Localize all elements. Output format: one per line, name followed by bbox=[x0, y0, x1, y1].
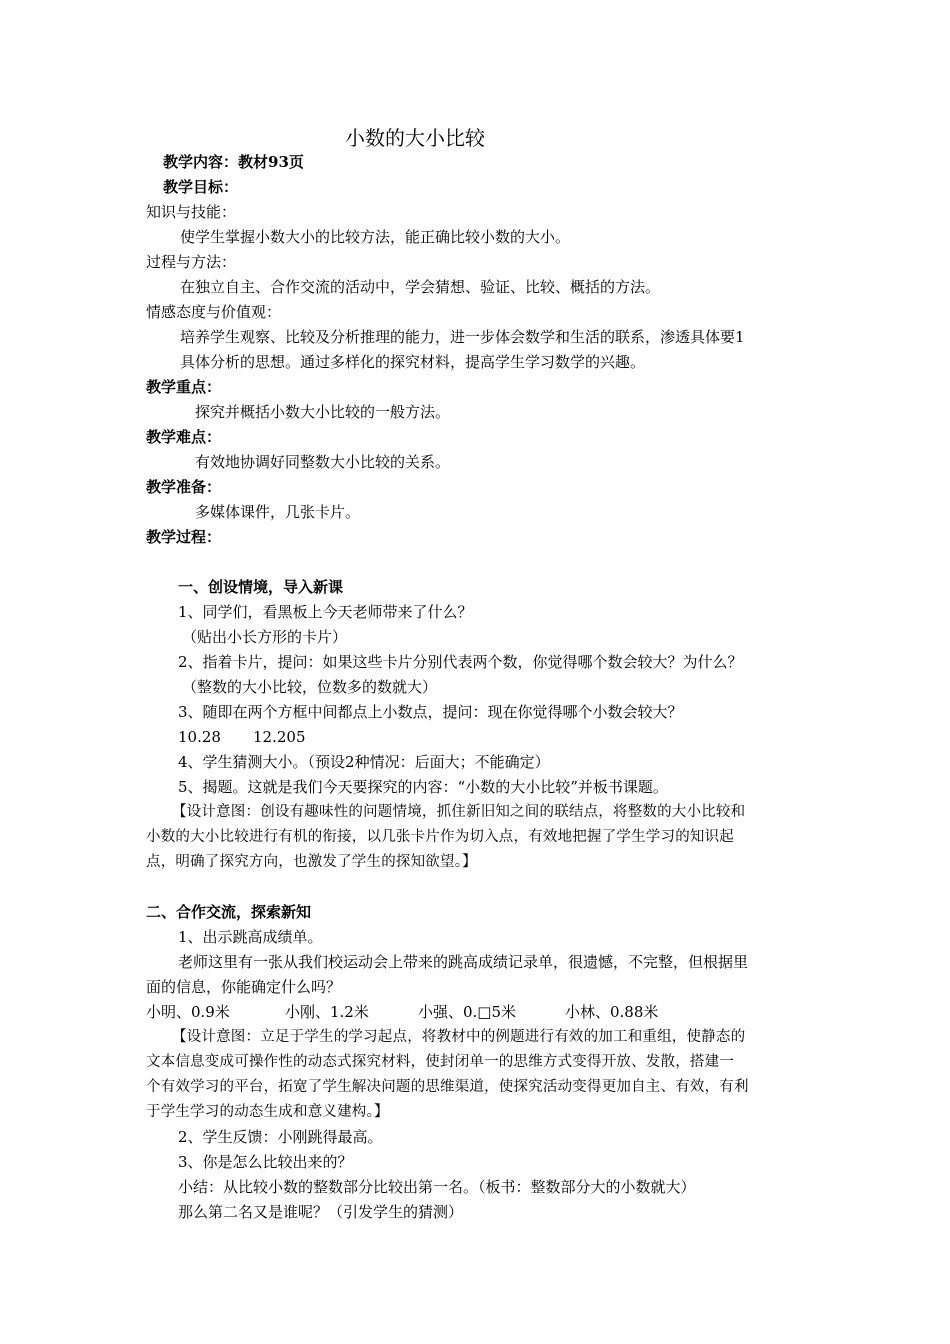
key-text: 探究并概括小数大小比较的一般方法。 bbox=[195, 403, 451, 421]
s2-line-4: 2、学生反馈：小刚跳得最高。 bbox=[178, 1128, 383, 1146]
emotion-text-2: 具体分析的思想。通过多样化的探究材料，提高学生学习数学的兴趣。 bbox=[180, 353, 646, 371]
s2-line-2: 老师这里有一张从我们校运动会上带来的跳高成绩记录单，很遗憾，不完整，但根据里 bbox=[178, 953, 749, 971]
content-line: 教学内容：教材93页 bbox=[163, 153, 304, 171]
s1-design-intent-3: 点，明确了探究方向，也激发了学生的探知欲望。】 bbox=[146, 854, 477, 870]
knowledge-label: 知识与技能： bbox=[146, 203, 237, 221]
s1-line-1: 1、同学们，看黑板上今天老师带来了什么？ bbox=[178, 603, 473, 621]
s2-design-intent-4: 于学生学习的动态生成和意义建构。】 bbox=[146, 1104, 389, 1120]
s1-line-2: （贴出小长方形的卡片） bbox=[182, 628, 348, 646]
s1-number-2: 12.205 bbox=[253, 728, 306, 746]
prep-text: 多媒体课件，几张卡片。 bbox=[195, 503, 361, 521]
prep-label: 教学准备： bbox=[146, 478, 222, 496]
s1-line-5: 3、随即在两个方框中间都点上小数点，提问：现在你觉得哪个小数会较大？ bbox=[178, 703, 683, 721]
s2-record-1: 小明、0.9米 bbox=[146, 1003, 230, 1021]
key-label: 教学重点： bbox=[146, 378, 222, 396]
s1-line-8: 5、揭题。这就是我们今天要探究的内容：“小数的大小比较”并板书课题。 bbox=[178, 778, 668, 796]
s1-line-7: 4、学生猜测大小。（预设2种情况：后面大；不能确定） bbox=[178, 753, 550, 771]
s2-design-intent-2: 文本信息变成可操作性的动态式探究材料，使封闭单一的思维方式变得开放、发散，搭建一 bbox=[146, 1054, 734, 1070]
page-title: 小数的大小比较 bbox=[345, 126, 485, 150]
emotion-text-1: 培养学生观察、比较及分析推理的能力，进一步体会数学和生活的联系，渗透具体要1 bbox=[180, 328, 745, 346]
s2-design-intent-1: 【设计意图：立足于学生的学习起点，将教材中的例题进行有效的加工和重组，使静态的 bbox=[172, 1029, 746, 1045]
s2-record-4: 小林、0.88米 bbox=[565, 1003, 659, 1021]
s1-design-intent-1: 【设计意图：创设有趣味性的问题情境，抓住新旧知之间的联结点，将整数的大小比较和 bbox=[172, 804, 746, 820]
s2-design-intent-3: 个有效学习的平台，拓宽了学生解决问题的思维渠道，使探究活动变得更加自主、有效，有利 bbox=[146, 1079, 749, 1095]
objectives-label: 教学目标： bbox=[163, 178, 239, 196]
emotion-label: 情感态度与价值观： bbox=[146, 303, 282, 321]
s1-design-intent-2: 小数的大小比较进行有机的衔接，以几张卡片作为切入点，有效地把握了学生学习的知识起 bbox=[146, 829, 734, 845]
knowledge-text: 使学生掌握小数大小的比较方法，能正确比较小数的大小。 bbox=[180, 228, 571, 246]
s2-record-2: 小刚、1.2米 bbox=[285, 1003, 369, 1021]
difficulty-label: 教学难点： bbox=[146, 428, 222, 446]
s2-line-1: 1、出示跳高成绩单。 bbox=[178, 928, 323, 946]
section-2-heading: 二、合作交流，探索新知 bbox=[146, 903, 312, 921]
process-label: 过程与方法： bbox=[146, 253, 237, 271]
s2-record-3: 小强、0.□5米 bbox=[418, 1003, 517, 1021]
s2-line-3: 面的信息，你能确定什么吗？ bbox=[146, 978, 342, 996]
s1-line-3: 2、指着卡片，提问：如果这些卡片分别代表两个数，你觉得哪个数会较大？为什么？ bbox=[178, 653, 743, 671]
s2-line-6: 小结：从比较小数的整数部分比较出第一名。（板书：整数部分大的小数就大） bbox=[178, 1178, 696, 1196]
s2-line-7: 那么第二名又是谁呢？（引发学生的猜测） bbox=[178, 1203, 464, 1221]
difficulty-text: 有效地协调好同整数大小比较的关系。 bbox=[195, 453, 451, 471]
procedure-label: 教学过程： bbox=[146, 528, 222, 546]
s1-number-1: 10.28 bbox=[178, 728, 221, 746]
process-text: 在独立自主、合作交流的活动中，学会猜想、验证、比较、概括的方法。 bbox=[180, 278, 661, 296]
s2-line-5: 3、你是怎么比较出来的？ bbox=[178, 1153, 353, 1171]
s1-line-4: （整数的大小比较，位数多的数就大） bbox=[182, 678, 438, 696]
section-1-heading: 一、创设情境，导入新课 bbox=[178, 578, 344, 596]
